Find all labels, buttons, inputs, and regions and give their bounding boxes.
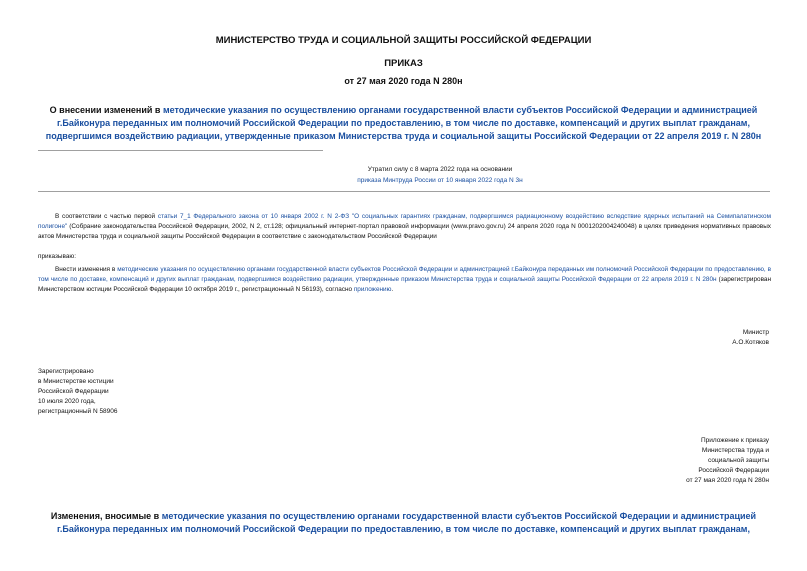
- title-link-guidelines[interactable]: методические указания по осуществлению органами государственной власти субъектов Российской Федерации и администрацией г.Байконура переданных им полномочий Российской Федерации по предоставлению, в том числе по доставке, компенсаций и других выплат гражданам, подвергшимся воздействию радиации, утвержденные: [45, 105, 758, 141]
- divider-short: [38, 150, 323, 151]
- p3-middle: (зарегистрирован Министерством юстиции Российской Федерации 10 октября 2019 г., регистрационный N 56193), согласно: [38, 276, 771, 293]
- registration-line: Российской Федерации: [38, 388, 109, 395]
- appendix-line: Приложение к приказу: [700, 437, 769, 444]
- registration-block: [38, 367, 118, 417]
- title-link-order[interactable]: приказом Министерства труда и социальной защиты Российской Федерации от 22 апреля 2019 г. N 280н: [293, 131, 762, 141]
- p1-suffix: (Собрание законодательства Российской Федерации, 2002, N 2, ст.128; официальный интернет-портал правовой информации (www.pravo.gov.ru) 24 апреля 2020 года N 0001202004240048) в целях приведения нормативных правовых актов Министерства труда и социальной защиты Российской Федерации в соответствие с законодательством Российской Федерации: [38, 223, 771, 240]
- signer-name: А.О.Котяков: [732, 339, 769, 346]
- paragraph-changes: [38, 265, 771, 295]
- title-prefix: О внесении изменений в: [49, 105, 163, 115]
- p3-prefix: Внести изменения в: [55, 266, 118, 273]
- p1-prefix: В соответствии с частью первой: [55, 213, 158, 220]
- appendix-line: Российской Федерации: [698, 467, 769, 474]
- p3-appendix-link[interactable]: приложению: [353, 286, 392, 293]
- document-title: [45, 104, 762, 143]
- changes-prefix: Изменения, вносимые в: [50, 511, 162, 521]
- registration-line: 10 июля 2020 года,: [38, 398, 96, 405]
- appendix-line: от 27 мая 2020 года N 280н: [686, 477, 769, 484]
- registration-line: Зарегистрировано: [38, 368, 94, 375]
- paragraph-order: приказываю:: [38, 253, 76, 260]
- status-line: Утратил силу с 8 марта 2022 года на основании: [367, 166, 513, 173]
- document-date-number: от 27 мая 2020 года N 280н: [344, 76, 463, 86]
- paragraph-basis: [38, 212, 771, 242]
- document-type: ПРИКАЗ: [384, 58, 423, 69]
- registration-line: в Министерстве юстиции: [38, 378, 114, 385]
- p1-law-link[interactable]: статьи 7_1 Федерального закона от 10 января 2002 г. N 2-ФЗ "О социальных гарантиях гражданам, подвергшимся радиационному воздействию вследствие ядерных испытаний на Семипалатинском полигоне": [38, 213, 771, 230]
- p3-guidelines-link[interactable]: методические указания по осуществлению органами государственной власти субъектов Российской Федерации и администрацией г.Байконура переданных им полномочий Российской Федерации по предоставлению, в том числе по доставке, компенсаций и других выплат гражданам, подвергшимся воздействию радиации, утвержденные приказом Министерства труда и социальной защиты Российской Федерации от 22 апреля 2019 г. N 280н: [38, 266, 771, 283]
- changes-link[interactable]: методические указания по осуществлению органами государственной власти субъектов Российской Федерации и администрацией г.Байконура переданных им полномочий Российской Федерации по предоставлению, в том числе по доставке, компенсаций и других выплат гражданам,: [57, 511, 757, 534]
- appendix-line: социальной защиты: [708, 457, 769, 464]
- divider-long: [38, 191, 770, 192]
- p3-end: .: [391, 286, 394, 293]
- appendix-line: Министерства труда и: [701, 447, 769, 454]
- changes-title: [45, 510, 762, 536]
- ministry-heading: МИНИСТЕРСТВО ТРУДА И СОЦИАЛЬНОЙ ЗАЩИТЫ РОССИЙСКОЙ ФЕДЕРАЦИИ: [215, 35, 592, 46]
- status-link[interactable]: приказа Минтруда России от 10 января 2022 года N 3н: [357, 177, 523, 184]
- appendix-header: [569, 436, 769, 486]
- signer-position: Министр: [742, 329, 769, 336]
- registration-line: регистрационный N 58906: [38, 408, 118, 415]
